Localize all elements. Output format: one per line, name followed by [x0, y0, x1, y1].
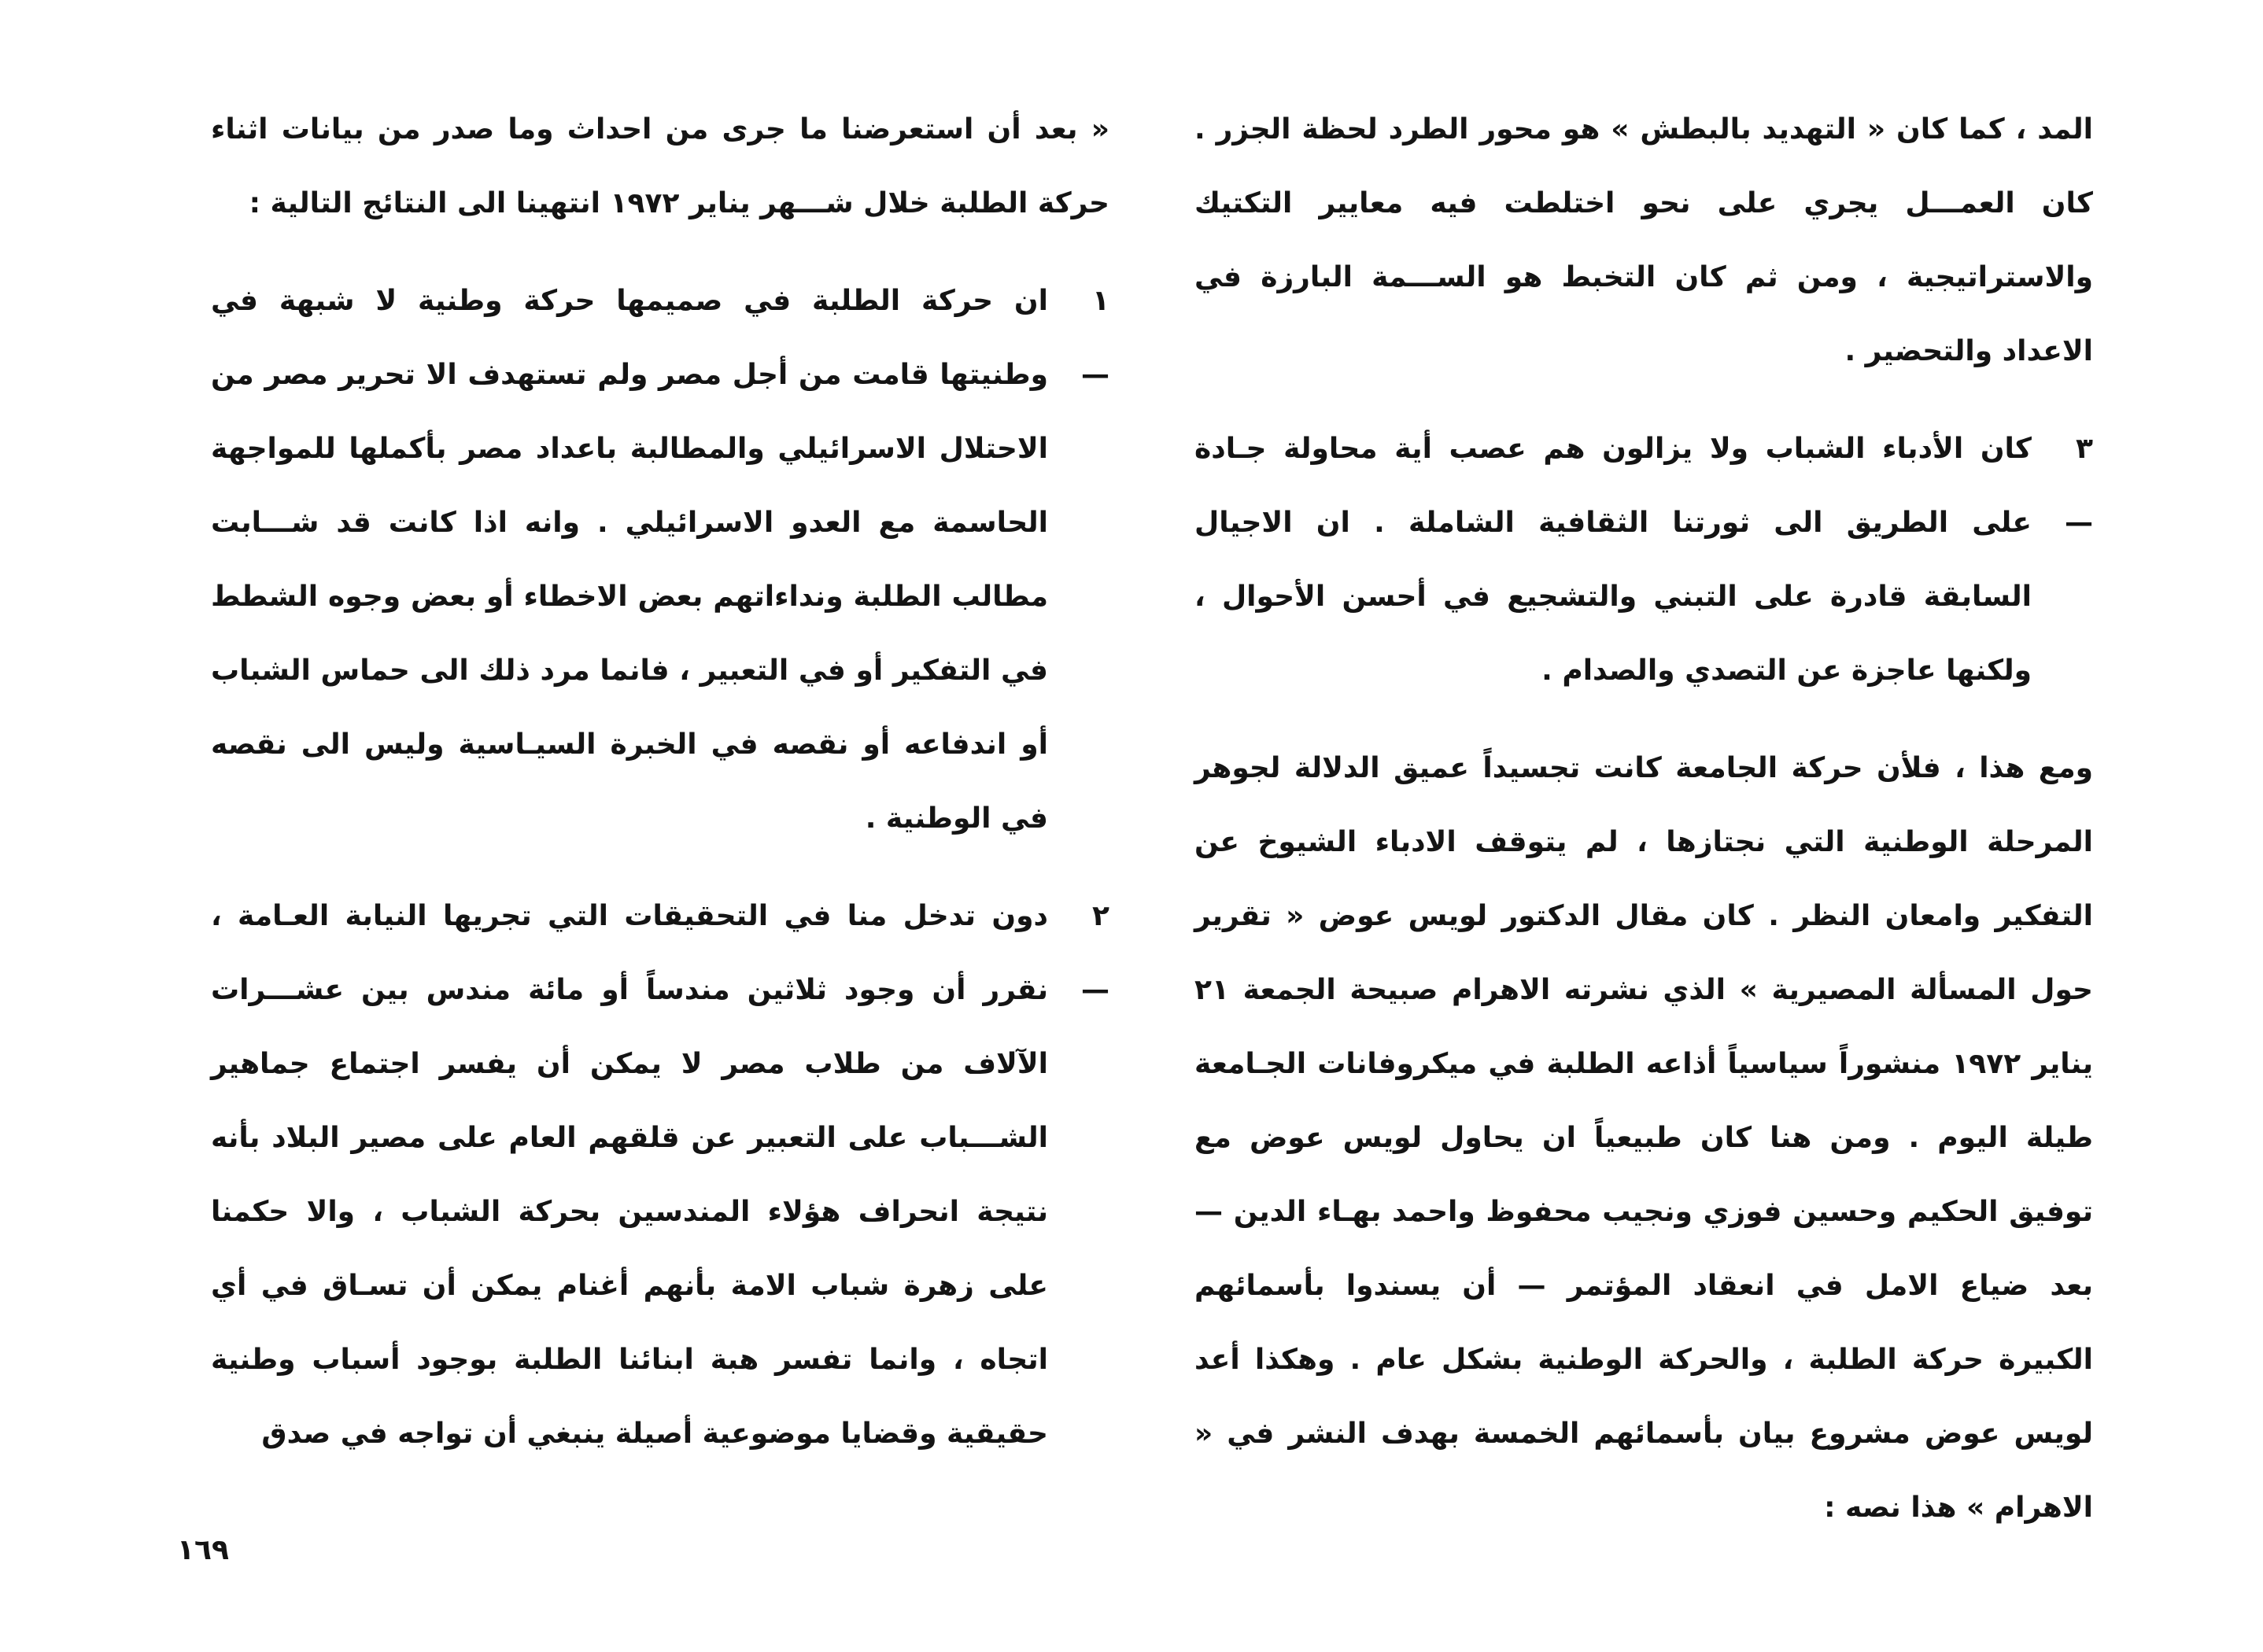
list-number: ٣ —: [2065, 433, 2093, 539]
list-number: ١ —: [1081, 285, 1109, 391]
list-item-text: ان حركة الطلبة في صميمها حركة وطنية لا شبهة في وطنيتها قامت من أجل مصر ولم تستهدف الا تحرير مصر من الاحتلال الاسرائيلي والمطالبة باعداد مصر بأكملها للمواجهة الحاسمة مع العدو الاسرائيلي . وانه اذا كانت قد شـــابت مطالب الطلبة ونداءاتهم بعض الاخطاء أو بعض وجوه الشطط في التفكير أو في التعبير ، فانما مرد ذلك الى حماس الشباب أو اندفاعه أو نقصه في الخبرة السيـاسية وليس الى نقصه في الوطنية .: [211, 285, 1048, 835]
list-number: ٢ —: [1081, 900, 1109, 1006]
page-number: ١٦٩: [177, 1534, 229, 1566]
intro-paragraph: « بعد أن استعرضنا ما جرى من احداث وما صدر من بيانات اثناء حركة الطلبة خلال شـــهر يناير ١٩٧٢ انتهينا الى النتائج التالية :: [211, 113, 1109, 219]
right-page: [1132, 0, 2263, 1652]
list-item-3: [1194, 412, 2093, 708]
list-item-text: كان الأدباء الشباب ولا يزالون هم عصب أية محاولة جـادة على الطريق الى ثورتنا الثقافية الشاملة . ان الاجيال السابقة قادرة على التبني والتشجيع في أحسن الأحوال ، ولكنها عاجزة عن التصدي والصدام .: [1194, 433, 2032, 687]
left-text-column: [211, 93, 1109, 1495]
right-text-column: [1194, 93, 2093, 1569]
continuation-paragraph: المد ، كما كان « التهديد بالبطش » هو محور الطرد لحظة الجزر . كان العمـــل يجري على نحو اختلطت فيه معايير التكتيك والاستراتيجية ، ومن ثم كان التخبط هو الســـمة البارزة في الاعداد والتحضير .: [1194, 113, 2093, 367]
list-item-text: دون تدخل منا في التحقيقات التي تجريها النيابة العـامة ، نقرر أن وجود ثلاثين مندساً أو مائة مندس بين عشـــرات الآلاف من طلاب مصر لا يمكن أن يفسر اجتماع جماهير الشـــباب على التعبير عن قلقهم العام على مصير البلاد بأنه نتيجة انحراف هؤلاء المندسين بحركة الشباب ، والا حكمنا على زهرة شباب الامة بأنهم أغنام يمكن أن تسـاق في أي اتجاه ، وانما تفسر هبة ابنائنا الطلبة بوجود أسباب وطنية حقيقية وقضايا موضوعية أصيلة ينبغي أن تواجه في صدق: [211, 900, 1048, 1450]
list-item-2: [211, 879, 1109, 1471]
list-item-1: [211, 264, 1109, 856]
closing-paragraph: ومع هذا ، فلأن حركة الجامعة كانت تجسيداً عميق الدلالة لجوهر المرحلة الوطنية التي نجتازها ، لم يتوقف الادباء الشيوخ عن التفكير وامعان النظر . كان مقال الدكتور لويس عوض « تقرير حول المسألة المصيرية » الذي نشرته الاهرام صبيحة الجمعة ٢١ يناير ١٩٧٢ منشوراً سياسياً أذاعه الطلبة في ميكروفانات الجـامعة طيلة اليوم . ومن هنا كان طبيعياً ان يحاول لويس عوض مع توفيق الحكيم وحسين فوزي ونجيب محفوظ واحمد بهـاء الدين — بعد ضياع الامل في انعقاد المؤتمر — أن يسندوا بأسمائهم الكبيرة حركة الطلبة ، والحركة الوطنية بشكل عام . وهكذا أعد لويس عوض مشروع بيان بأسمائهم الخمسة بهدف النشر في « الاهرام » هذا نصه :: [1194, 752, 2093, 1524]
